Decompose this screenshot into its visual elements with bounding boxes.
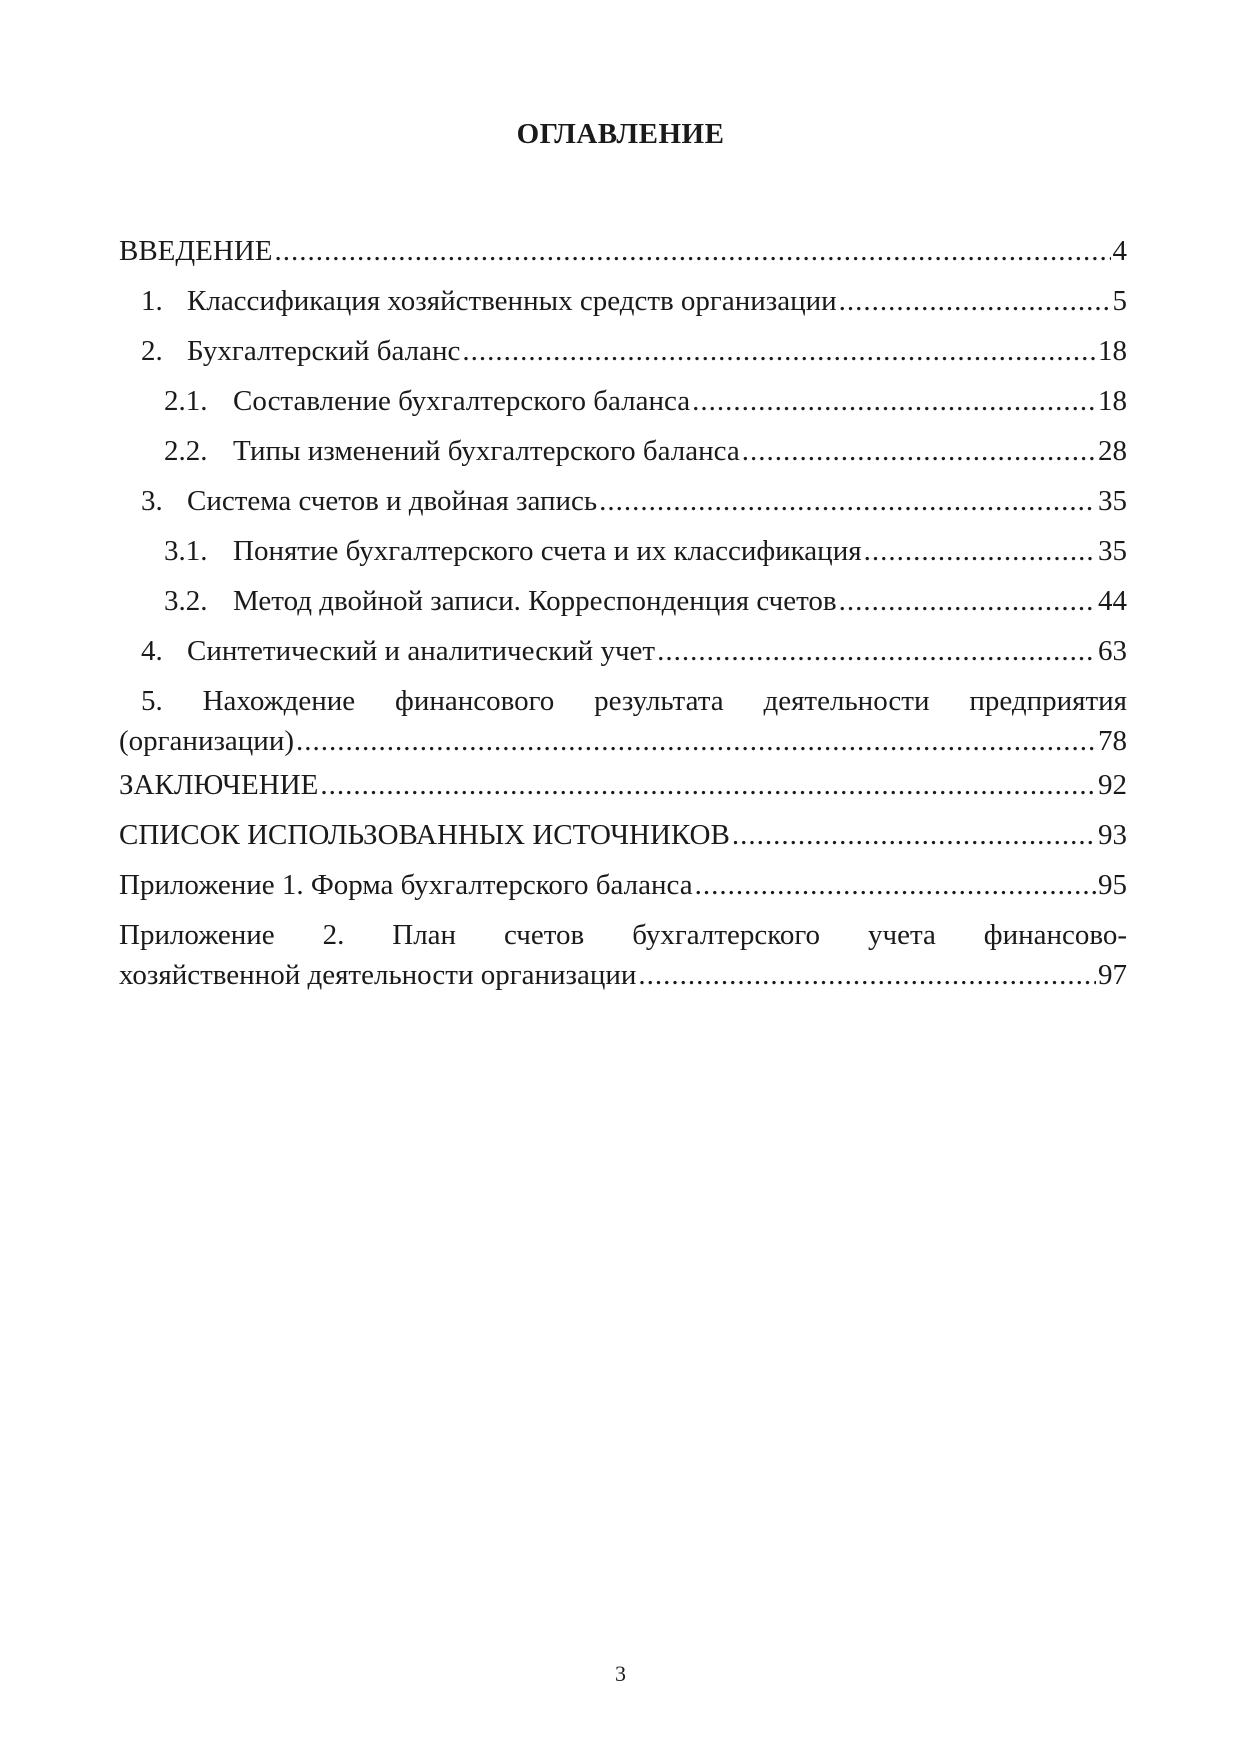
- toc-entry-word: бухгалтерского: [632, 919, 821, 951]
- toc-entry-text-line-2: [119, 721, 1127, 763]
- toc-entry-word: финансового: [395, 685, 555, 717]
- toc-entry-text-line-1: [119, 915, 1127, 955]
- page-number: 3: [615, 1661, 626, 1686]
- toc-entry-section-4[interactable]: [119, 626, 1127, 676]
- dot-leader: [732, 810, 1096, 860]
- dot-leader: [462, 326, 1096, 376]
- toc-page-number: 93: [1098, 819, 1127, 851]
- toc-entry-text-line-1: [119, 681, 1127, 721]
- toc-page-number: 4: [1112, 235, 1127, 267]
- toc-entry-section-2-1[interactable]: [119, 376, 1127, 426]
- toc-page-number: 18: [1098, 335, 1127, 367]
- toc-entry-appendix-1[interactable]: [119, 860, 1127, 910]
- toc-entry-word: Нахождение: [202, 685, 356, 717]
- dot-leader: [864, 526, 1096, 576]
- toc-entry-sources[interactable]: [119, 810, 1127, 860]
- toc-entry-text: Метод двойной записи. Корреспонденция счетов: [233, 585, 837, 617]
- toc-entry-text: ЗАКЛЮЧЕНИЕ: [119, 769, 319, 801]
- toc-page-number: 63: [1098, 635, 1127, 667]
- toc-entry-word: Приложение 2. План: [119, 919, 457, 951]
- toc-entry-word: счетов: [504, 919, 585, 951]
- toc-entry-text: СПИСОК ИСПОЛЬЗОВАННЫХ ИСТОЧНИКОВ: [119, 819, 730, 851]
- toc-entry-number: 2.1.: [164, 385, 208, 417]
- toc-entry-section-3[interactable]: [119, 476, 1127, 526]
- page-title: ОГЛАВЛЕНИЕ: [516, 118, 725, 150]
- toc-entry-text: ВВЕДЕНИЕ: [119, 235, 273, 267]
- dot-leader: [320, 760, 1096, 810]
- toc-page-number: 44: [1098, 585, 1127, 617]
- toc-entry-text: (организации): [119, 725, 295, 757]
- toc-entry-appendix-2[interactable]: [119, 910, 1127, 997]
- toc-entry-section-3-2[interactable]: [119, 576, 1127, 626]
- toc-entry-section-3-1[interactable]: [119, 526, 1127, 576]
- toc-entry-number: 1.: [141, 285, 163, 317]
- toc-entry-section-5[interactable]: [119, 676, 1127, 763]
- toc-entry-text: Классификация хозяйственных средств организации: [187, 285, 837, 317]
- toc-entry-conclusion[interactable]: [119, 760, 1127, 810]
- dot-leader: [599, 476, 1096, 526]
- dot-leader: [742, 426, 1096, 476]
- toc-entry-text: Понятие бухгалтерского счета и их классификация: [233, 535, 862, 567]
- toc-page-number: 35: [1098, 535, 1127, 567]
- toc-page-number: 35: [1098, 485, 1127, 517]
- toc-entry-section-2[interactable]: [119, 326, 1127, 376]
- dot-leader: [839, 276, 1111, 326]
- toc-entry-word: деятельности: [763, 685, 930, 717]
- toc-entry-word: результата: [594, 685, 724, 717]
- table-of-contents: [119, 226, 1127, 997]
- toc-entry-intro[interactable]: [119, 226, 1127, 276]
- toc-entry-word: финансово-: [983, 919, 1128, 951]
- dot-leader: [638, 955, 1096, 995]
- toc-entry-text: Составление бухгалтерского баланса: [233, 385, 691, 417]
- toc-page-number: 95: [1098, 869, 1127, 901]
- toc-entry-text: Типы изменений бухгалтерского баланса: [233, 435, 740, 467]
- toc-page-number: 18: [1098, 385, 1127, 417]
- toc-entry-word: предприятия: [969, 685, 1128, 717]
- toc-entry-number: 2.: [141, 335, 163, 367]
- toc-page-number: 28: [1098, 435, 1127, 467]
- toc-entry-text: Синтетический и аналитический учет: [187, 635, 656, 667]
- dot-leader: [275, 226, 1111, 276]
- dot-leader: [692, 376, 1096, 426]
- toc-page-number: 5: [1112, 285, 1127, 317]
- toc-entry-number: 3.1.: [164, 535, 208, 567]
- toc-entry-number: 3.: [141, 485, 163, 517]
- toc-page-number: 97: [1098, 959, 1127, 991]
- toc-entry-section-1[interactable]: [119, 276, 1127, 326]
- toc-entry-text: Приложение 1. Форма бухгалтерского баланса: [119, 869, 693, 901]
- toc-entry-text: хозяйственной деятельности организации: [119, 959, 637, 991]
- dot-leader: [695, 860, 1096, 910]
- toc-entry-text-line-2: [119, 955, 1127, 997]
- dot-leader: [657, 626, 1096, 676]
- toc-entry-number: 5.: [141, 685, 163, 717]
- toc-entry-number: 3.2.: [164, 585, 208, 617]
- toc-entry-number: 4.: [141, 635, 163, 667]
- toc-page-number: 78: [1098, 725, 1127, 757]
- dot-leader: [839, 576, 1096, 626]
- toc-entry-section-2-2[interactable]: [119, 426, 1127, 476]
- dot-leader: [296, 721, 1096, 761]
- toc-entry-word: учета: [867, 919, 936, 951]
- toc-entry-number: 2.2.: [164, 435, 208, 467]
- toc-entry-text: Система счетов и двойная запись: [187, 485, 598, 517]
- toc-page-number: 92: [1098, 769, 1127, 801]
- toc-entry-text: Бухгалтерский баланс: [187, 335, 461, 367]
